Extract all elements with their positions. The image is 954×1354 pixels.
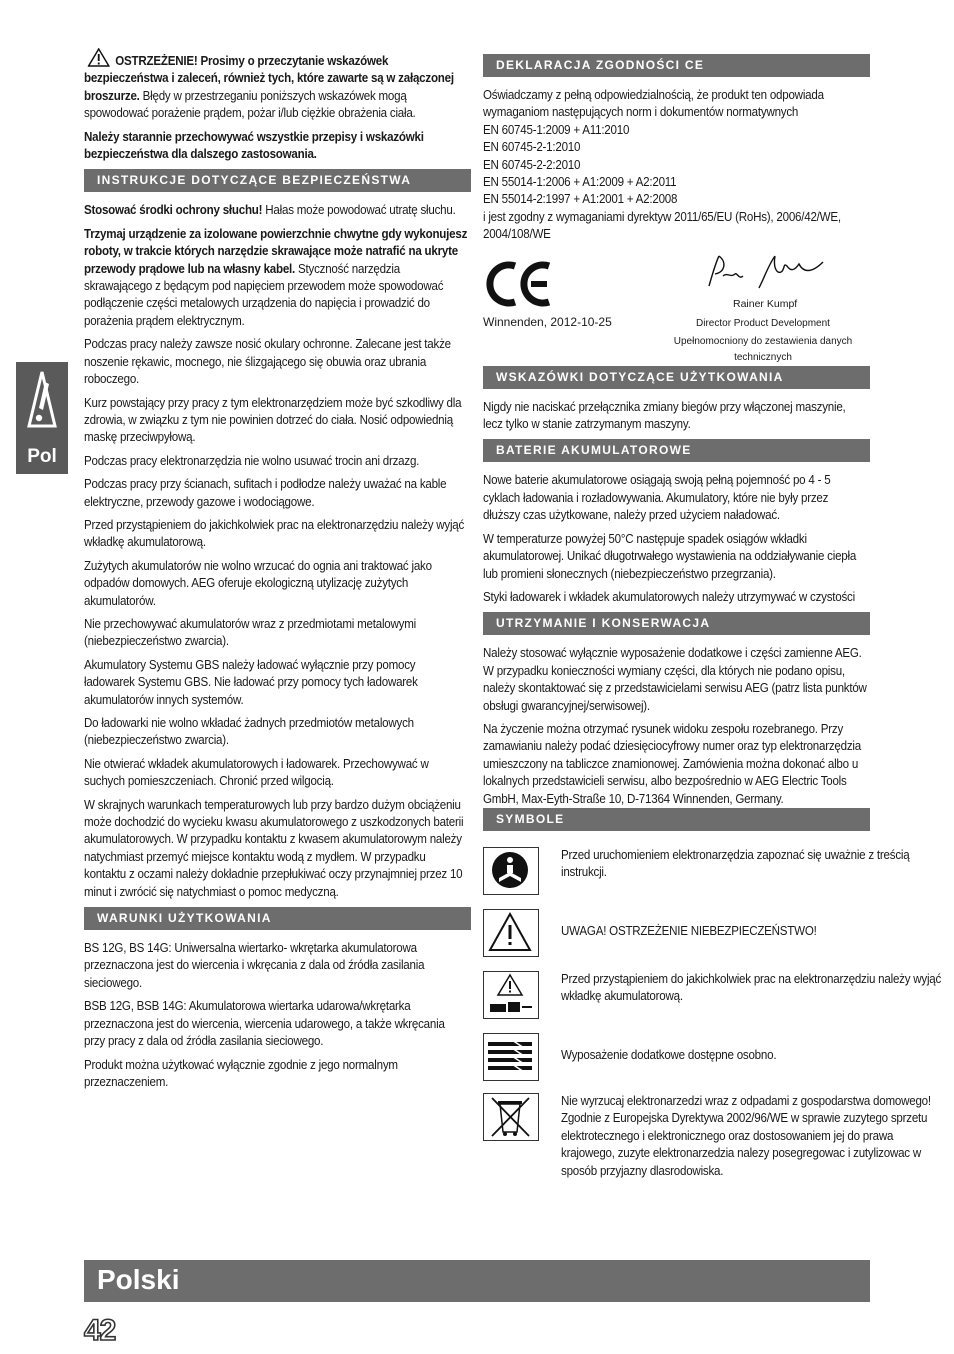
battery-paragraph: Nowe baterie akumulatorowe osiągają swoją pełną pojemność po 4 - 5 cyklach ładowania i rozładowywania. Akumulatory, które nie były przez dłuższy czas użytkowane, należy przed użyciem naładować. <box>483 473 831 523</box>
signer-role: Upełnomocniony do zestawienia danych technicznych <box>673 335 853 363</box>
safety-paragraph: Do ładowarki nie wolno wkładać żadnych przedmiotów metalowych (niebezpieczeństwo zwarcia). <box>84 716 414 748</box>
usage-paragraph: Produkt można użytkować wyłącznie zgodnie z jego normalnym przeznaczeniem. <box>84 1057 398 1089</box>
accessory-drill-bits-icon <box>483 1033 539 1081</box>
warning-consequence: Błędy w przestrzeganiu poniższych wskazówek mogą spowodować porażenie prądem, pożar i/lub ciężkie obrażenia ciała. <box>84 88 416 121</box>
right-column <box>483 52 942 1188</box>
handling-text: Nigdy nie naciskać przełącznika zmiany biegów przy włączonej maszynie, lecz tylko w stanie zatrzymanym maszyny. <box>483 399 846 432</box>
place-date: Winnenden, 2012-10-25 <box>483 314 612 329</box>
symbol-text: Nie wyrzucaj elektronarzedzi wraz z odpadami z gospodarstwa domowego! Zgodnie z Europejska Dyrektywa 2002/96/WE w sprawie zuzytego sprzetu elektrotecznego i elektronicznego oraz dostosowaniem jej do prawa krajowego, zuzyte elektronarzedzia nalezy posegregowac i zutylizowac w sposób przyjazny dlasrodowiska. <box>561 1093 931 1178</box>
symbol-text: Wyposażenie dodatkowe dostępne osobno. <box>561 1047 777 1062</box>
safety-hearing <box>84 202 469 219</box>
safety-paragraph: Podczas pracy przy ścianach, sufitach i podłodze należy uważać na kable elektryczne, przewody gazowe i wodociągowe. <box>84 477 447 509</box>
remove-battery-icon <box>483 971 539 1019</box>
language-side-tab <box>16 362 68 474</box>
symbol-row <box>483 971 942 1025</box>
crossed-out-bin-icon <box>483 1093 539 1141</box>
safety-paragraph: W skrajnych warunkach temperaturowych lub przy bardzo dużym obciążeniu może dochodzić do wycieku kwasu akumulatorowego z uszkodzonych baterii akumulatorowych. W przypadku kontaktu z kwasem akumulatorowym należy natychmiast przemyć miejsce kontaktu wodą z mydłem. W przypadku kontaktu z oczami należy dokładnie przepłukiwać oczy przynajmniej przez 10 minut i zwrócić się natychmiast o pomoc medyczną. <box>84 797 464 899</box>
norm-item: EN 60745-1:2009 + A11:2010 <box>483 122 630 137</box>
page-number: 42 <box>84 1314 116 1347</box>
warning-triangle-icon <box>483 909 539 957</box>
safety-paragraph: Akumulatory Systemu GBS należy ładować wyłącznie przy pomocy ładowarek Systemu GBS. Nie ładować przy pomocy tych ładowarek akumulatorów innych systemów. <box>84 657 418 707</box>
usage-heading: WARUNKI UŻYTKOWANIA <box>84 907 471 930</box>
battery-paragraph: Styki ładowarek i wkładek akumulatorowych należy utrzymywać w czystości <box>483 589 855 604</box>
maintenance-heading: UTRZYMANIE I KONSERWACJA <box>483 612 870 635</box>
safety-paragraph: Podczas pracy elektronarzędzia nie wolno usuwać trocin ani drzazg. <box>84 453 420 468</box>
safety-paragraph: Nie przechowywać akumulatorów wraz z przedmiotami metalowymi (niebezpieczeństwo zwarcia). <box>84 616 416 649</box>
safety-hearing-bold: Stosować środki ochrony słuchu! <box>84 203 263 218</box>
exclamation-warning-icon <box>19 368 65 432</box>
safety-heading: INSTRUKCJE DOTYCZĄCE BEZPIECZEŃSTWA <box>84 169 471 192</box>
safety-hearing-rest: Hałas może powodować utratę słuchu. <box>262 203 456 218</box>
warning-keep <box>84 129 469 164</box>
battery-paragraph: W temperaturze powyżej 50°C następuje spadek osiągów wkładki akumulatorowej. Unikać długotrwałego wystawienia na oddziaływanie ciepła lub promieni słonecznych (niebezpieczeństwo przegrzania). <box>483 531 857 581</box>
warning-keep-text: Należy starannie przechowywać wszystkie przepisy i wskazówki bezpieczeństwa dla dalszego zastosowania. <box>84 129 424 162</box>
safety-paragraph: Podczas pracy należy zawsze nosić okulary ochronne. Zalecane jest także noszenie rękawic, mocnego, nie ślizgającego się obuwia oraz ubrania roboczego. <box>84 337 451 387</box>
safety-paragraph: Nie otwierać wkładek akumulatorowych i ładowarek. Przechowywać w suchych pomieszczeniach. Chronić przed wilgocią. <box>84 756 429 789</box>
warning-intro <box>84 48 469 123</box>
language-footer-bar <box>84 1260 870 1302</box>
footer-language: Polski <box>97 1264 180 1295</box>
declaration-directives: i jest zgodny z wymaganiami dyrektyw 2011/65/EU (RoHs), 2006/42/WE, 2004/108/WE <box>483 209 841 242</box>
norm-item: EN 60745-2-2:2010 <box>483 157 581 172</box>
handling-heading: WSKAZÓWKI DOTYCZĄCE UŻYTKOWANIA <box>483 366 870 389</box>
ce-mark-icon <box>485 260 553 308</box>
usage-paragraph: BSB 12G, BSB 14G: Akumulatorowa wiertarka udarowa/wkrętarka przeznaczona jest do wiercenia, wiercenia udarowego, a także wkręcania przy pracy z dala od źródła zasilania sieciowego. <box>84 999 445 1049</box>
symbol-row <box>483 909 870 963</box>
ce-signature-block <box>483 250 870 363</box>
batteries-heading: BATERIE AKUMULATOROWE <box>483 439 870 462</box>
symbol-text: UWAGA! OSTRZEŻENIE NIEBEZPIECZEŃSTWO! <box>561 923 817 938</box>
symbol-text: Przed przystąpieniem do jakichkolwiek prac na elektronarzędziu należy wyjąć wkładkę akumulatorową. <box>561 971 942 1004</box>
maintenance-paragraph: Należy stosować wyłącznie wyposażenie dodatkowe i części zamienne AEG. W przypadku konieczności wymiany części, dla których nie podano opisu, należy skontaktować się z przedstawicielami serwisu AEG (patrz lista punktów obsługi gwarancyjnej/serwisowej). <box>483 646 867 713</box>
safety-insulated-grip <box>84 226 469 330</box>
declaration-intro: Oświadczamy z pełną odpowiedzialnością, że produkt ten odpowiada wymaganiom następujących norm i dokumentów normatywnych <box>483 88 824 120</box>
symbol-row <box>483 1093 931 1180</box>
read-manual-icon <box>483 847 539 895</box>
warning-lead: OSTRZEŻENIE! Prosimy o przeczytanie wskazówek bezpieczeństwa i zaleceń, również tych, które zawarte są w załączonej broszurze. <box>84 54 454 103</box>
symbols-heading: SYMBOLE <box>483 808 870 831</box>
safety-paragraph: Przed przystąpieniem do jakichkolwiek prac na elektronarzędziu należy wyjąć wkładkę akumulatorową. <box>84 517 465 550</box>
safety-grip-bold: Trzymaj urządzenie za izolowane powierzchnie chwytne gdy wykonujesz roboty, w trakcie których narzędzie skrawające może natrafić na ukryte przewody prądowe lub na własny kabel. <box>84 226 468 276</box>
norm-item: EN 60745-2-1:2010 <box>483 140 581 155</box>
safety-paragraph: Zużytych akumulatorów nie wolno wrzucać do ognia ani traktować jako odpadów domowych. AEG oferuje ekologiczną utylizację zużytych akumulatorów. <box>84 558 432 608</box>
maintenance-paragraph: Na życzenie można otrzymać rysunek widoku zespołu rozebranego. Przy zamawianiu należy podać dziesięciocyfrowy numer oraz typ elektronarzędzia umieszczony na tabliczce znamionowej. Zamówienia można dokonać albo u lokalnych przedstawicieli serwisu, albo bezpośrednio w AEG Electric Tools GmbH, Max-Eyth-Straße 10, D-71364 Winnenden, Germany. <box>483 721 861 806</box>
usage-paragraph: BS 12G, BS 14G: Uniwersalna wiertarko- wkrętarka akumulatorowa przeznaczona jest do wiercenia i wkręcania z dala od źródła zasilania sieciowego. <box>84 941 425 990</box>
signer-title: Director Product Development <box>696 317 830 329</box>
symbol-row <box>483 847 910 901</box>
symbol-text: Przed uruchomieniem elektronarzędzia zapoznać się uważnie z treścią instrukcji. <box>561 847 910 880</box>
declaration-heading: DEKLARACJA ZGODNOŚCI CE <box>483 54 870 77</box>
safety-paragraph: Kurz powstający przy pracy z tym elektronarzędziem może być szkodliwy dla zdrowia, w związku z tym nie powinien dotrzeć do ciała. Nosić odpowiednią maskę przeciwpyłową. <box>84 395 462 445</box>
signer-name: Rainer Kumpf <box>733 297 798 310</box>
norm-item: EN 55014-2:1997 + A1:2001 + A2:2008 <box>483 192 678 207</box>
signature-image <box>703 252 833 292</box>
left-column <box>84 48 471 1097</box>
side-tab-label: Pol <box>27 446 57 467</box>
symbol-row <box>483 1033 870 1085</box>
norm-item: EN 55014-1:2006 + A1:2009 + A2:2011 <box>483 175 677 190</box>
safety-grip-rest: Styczność narzędzia skrawającego z będącym pod napięciem przewodem może spowodować podłączenie części metalowych urządzenia do napięcia i prowadzić do porażenia prądem elektrycznym. <box>84 261 444 328</box>
warning-triangle-icon <box>88 48 110 67</box>
